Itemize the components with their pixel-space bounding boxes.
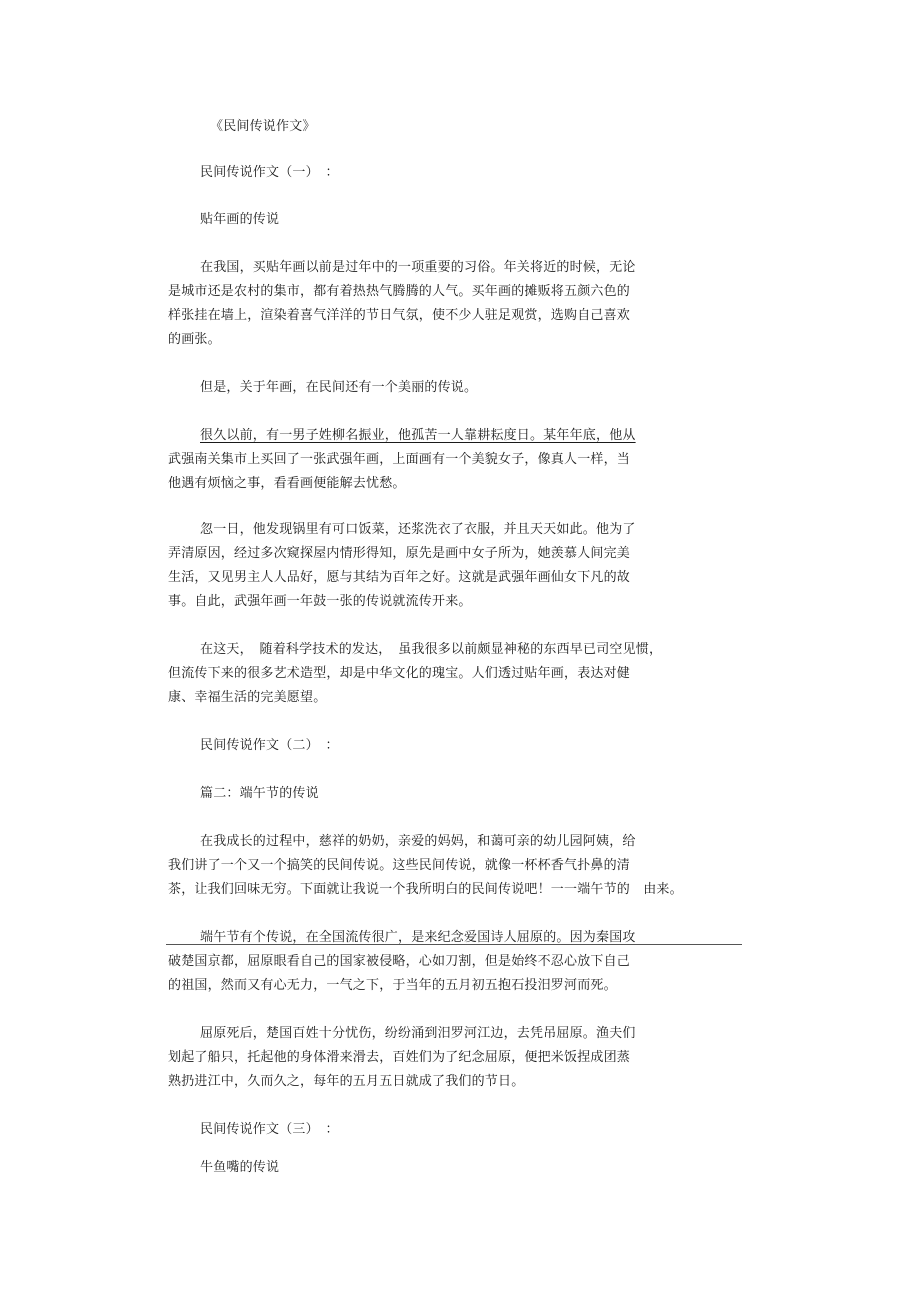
paragraph-line: 生活，又见男主人人品好，愿与其结为百年之好。这就是武强年画仙女下凡的故 xyxy=(168,570,631,585)
horizontal-rule xyxy=(166,944,742,945)
paragraph-line: 在我国，买贴年画以前是过年中的一项重要的习俗。年关将近的时候，无论 xyxy=(200,260,636,275)
paragraph-line: 熟扔进江中，久而久之，每年的五月五日就成了我们的节日。 xyxy=(168,1074,525,1089)
section-subtitle: 篇二：端午节的传说 xyxy=(200,786,319,801)
document-title: 《民间传说作文》 xyxy=(210,119,316,134)
paragraph-line: 武强南关集市上买回了一张武强年画，上面画有一个美貌女子，像真人一样，当 xyxy=(168,452,631,467)
paragraph-line: 破楚国京都，屈原眼看自己的国家被侵略，心如刀割，但是始终不忍心放下自己 xyxy=(168,954,631,969)
section-heading: 民间传说作文（三） ： xyxy=(200,1122,339,1137)
paragraph-line: 但是，关于年画，在民间还有一个美丽的传说。 xyxy=(200,380,478,395)
paragraph-line: 事。自此，武强年画一年鼓一张的传说就流传开来。 xyxy=(168,594,472,609)
paragraph-line: 很久以前，有一男子姓柳名振业，他孤苦一人靠耕耘度日。某年年底，他从 xyxy=(200,428,636,443)
paragraph-line: 屈原死后，楚国百姓十分忧伤，纷纷涌到汨罗河江边，去凭吊屈原。渔夫们 xyxy=(200,1026,636,1041)
paragraph-line: 的画张。 xyxy=(168,332,221,347)
paragraph-line: 在这天， 随着科学技术的发达， 虽我很多以前颇显神秘的东西早已司空见惯， xyxy=(200,642,663,657)
paragraph-line: 划起了船只，托起他的身体滑来滑去，百姓们为了纪念屈原，便把米饭捏成团蒸 xyxy=(168,1050,631,1065)
section-heading: 民间传说作文（二） ： xyxy=(200,738,339,753)
paragraph-line: 茶，让我们回味无穷。下面就让我说一个我所明白的民间传说吧！一一端午节的 由来。 xyxy=(168,882,683,897)
paragraph-line: 他遇有烦恼之事，看看画便能解去忧愁。 xyxy=(168,476,406,491)
paragraph-line: 的祖国，然而又有心无力，一气之下，于当年的五月初五抱石投汨罗河而死。 xyxy=(168,978,617,993)
paragraph-line: 是城市还是农村的集市，都有着热热气腾腾的人气。买年画的摊贩将五颜六色的 xyxy=(168,284,631,299)
paragraph-line: 忽一日，他发现锅里有可口饭菜，还浆洗衣了衣服，并且天天如此。他为了 xyxy=(200,522,636,537)
paragraph-line: 康、幸福生活的完美愿望。 xyxy=(168,690,327,705)
paragraph-line: 端午节有个传说，在全国流传很广，是来纪念爱国诗人屈原的。因为秦国攻 xyxy=(200,930,636,945)
section-subtitle: 贴年画的传说 xyxy=(200,212,280,227)
section-heading: 民间传说作文（一） ： xyxy=(200,165,339,180)
paragraph-line: 但流传下来的很多艺术造型，却是中华文化的瑰宝。人们透过贴年画，表达对健 xyxy=(168,666,631,681)
paragraph-line: 我们讲了一个又一个搞笑的民间传说。这些民间传说，就像一杯杯香气扑鼻的清 xyxy=(168,858,631,873)
paragraph-line: 在我成长的过程中，慈祥的奶奶，亲爱的妈妈，和蔼可亲的幼儿园阿姨，给 xyxy=(200,834,636,849)
paragraph-line: 弄清原因，经过多次窥探屋内情形得知，原先是画中女子所为，她羡慕人间完美 xyxy=(168,546,631,561)
section-subtitle: 牛鱼嘴的传说 xyxy=(200,1160,280,1175)
paragraph-line: 样张挂在墙上，渲染着喜气洋洋的节日气氛，使不少人驻足观赏，选购自己喜欢 xyxy=(168,308,631,323)
